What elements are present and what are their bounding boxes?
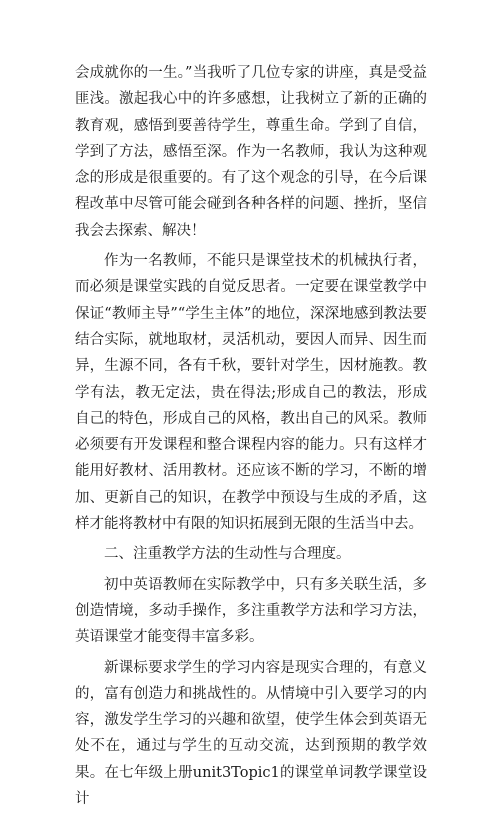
section-heading: 二、注重教学方法的生动性与合理度。 bbox=[104, 546, 351, 563]
document-page bbox=[75, 60, 427, 816]
paragraph-2: 作为一名教师，不能只是课堂技术的机械执行者，而必须是课堂实践的自觉反思者。一定要在课堂教学中保证“教师主导”“学生主体”的地位，深深地感到教法要结合实际，就地取材，灵活机动，要因人而异、因生而异，生源不同，各有千秋，要针对学生，因材施教。教学有法，教无定法，贵在得法;形成自己的教法，形成自己的特色，形成自己的风格，教出自己的风采。教师必须要有开发课程和整合课程内容的能力。只有这样才能用好教材、活用教材。还应该不断的学习，不断的增加、更新自己的知识，在教学中预设与生成的矛盾，这样才能将教材中有限的知识拓展到无限的生活当中去。 bbox=[75, 253, 427, 533]
paragraph-4: 新课标要求学生的学习内容是现实合理的，有意义的，富有创造力和挑战性的。从情境中引入要学习的内容，激发学生学习的兴趣和欲望，使学生体会到英语无处不在，通过与学生的互动交流，达到预期的教学效果。在七年级上册unit3Topic1的课堂单词教学课堂设计 bbox=[75, 659, 427, 808]
paragraph-1: 会成就你的一生。”当我听了几位专家的讲座，真是受益匪浅。激起我心中的许多感想，让我树立了新的正确的教育观，感悟到要善待学生，尊重生命。学到了自信，学到了方法，感悟至深。作为一名教师，我认为这种观念的形成是很重要的。有了这个观念的引导，在今后课程改革中尽管可能会碰到各种各样的问题、挫折，坚信我会去探索、解决！ bbox=[75, 65, 427, 239]
paragraph-3: 初中英语教师在实际教学中，只有多关联生活，多创造情境，多动手操作，多注重教学方法和学习方法，英语课堂才能变得丰富多彩。 bbox=[75, 576, 427, 646]
